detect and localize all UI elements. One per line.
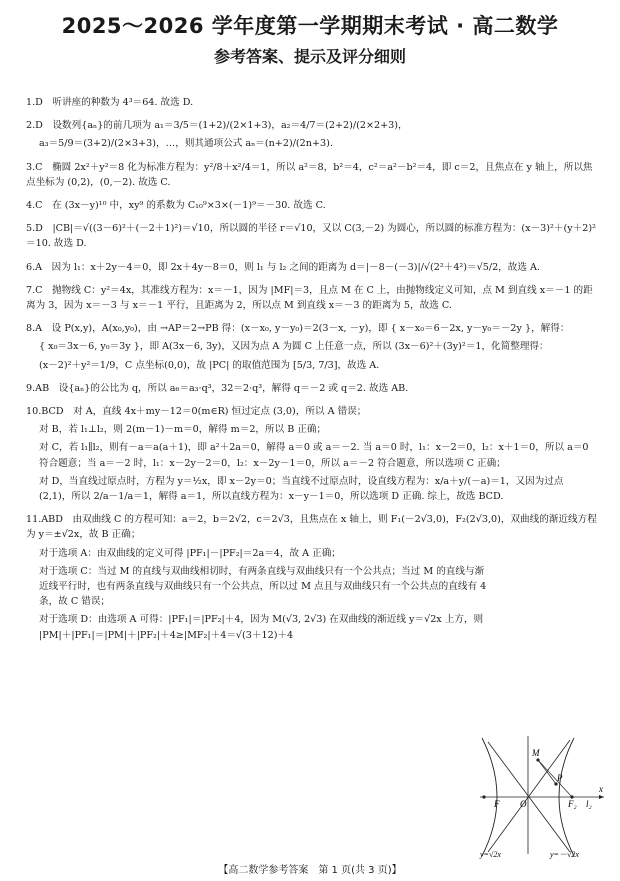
answer-11-c: 对于选项 C：当过 M 的直线与双曲线相切时，有两条直线与双曲线只有一个公共点；当过 M 的直线与渐近线平行时，也有两条直线与双曲线只有一个公共点，所以过 M 点且与双曲线只有一个公共点的直线有 4 条，故 C 错误； [39,565,487,608]
label-asymptote-negative: y=－√2x [550,850,579,859]
page-title: 2025～2026 学年度第一学期期末考试 · 高二数学 [61,14,559,38]
label-f2: F₂ [568,799,577,809]
answer-2-line-2: a₃＝5/9＝(3+2)/(2×3+3)，…，则其通项公式 aₙ＝(n+2)/(2n+3). [39,138,333,150]
hyperbola-figure [478,734,608,859]
answer-9: 9.AB 设{aₙ}的公比为 q，所以 a₆＝a₃·q³，32＝2·q³，解得 q＝－2 或 q＝2. 故选 AB. [26,382,409,394]
point-f1 [482,795,485,798]
answer-10-c: 对 C，若 l₁∥l₂，则有－a＝a(a＋1)，即 a²＋2a＝0，解得 a＝0 或 a＝－2. 当 a＝0 时，l₁：x－2＝0，l₂：x＋1＝0，所以 a＝0 符合题意；当 a＝－2 时，l₁：x－2y－2＝0，l₂：x－2y－1＝0，所以 a＝－2 符合题意，所以选项 C 正确； [39,442,589,469]
label-p: P [557,773,563,783]
answer-11-b: 对于选项 A：由双曲线的定义可得 |PF₁|－|PF₂|＝2a＝4，故 A 正确； [39,547,341,559]
point-m [536,758,539,761]
answer-8-line-2: { x₀＝3x－6, y₀＝3y }，即 A(3x－6, 3y)，又因为点 A 为圆 C 上任意一点，所以 (3x－6)²＋(3y)²＝1，化简整理得： [39,341,549,353]
answer-7: 7.C 抛物线 C：y²＝4x，其准线方程为：x＝－1，因为 |MF|＝3，且点 M 在 C 上，由抛物线定义可知，点 M 到直线 x＝－1 的距离为 3，因为 x＝－3 与 x＝－1 平行，且距离为 2，所以点 M 到直线 x＝－3 的距离为 5，故选 C. [26,284,593,312]
answer-10-a: 10.BCD 对 A，直线 4x＋my－12＝0(m∈R) 恒过定点 (3,0)，所以 A 错误； [26,406,367,418]
label-f-left: F [494,799,500,809]
x-axis-arrow-icon [599,795,604,799]
segment-mf2 [538,760,572,797]
answer-list [26,95,598,651]
answer-5: 5.D |CB|＝√((3－6)²＋(－2＋1)²)＝√10，所以圆的半径 r＝√10，又以 C(3,－2) 为圆心，所以圆的标准方程为：(x－3)²＋(y＋2)²＝10. 故选 D. [26,223,596,250]
answer-2-line-1: 2.D 设数列{aₙ}的前几项为 a₁＝3/5＝(1+2)/(2×1+3)，a₂＝4/7＝(2+2)/(2×2+3)， [26,120,408,132]
label-x-axis: x [599,784,603,794]
answer-11-d: 对于选项 D：由选项 A 可得：|PF₁|＝|PF₂|＋4，因为 M(√3, 2√3) 在双曲线的渐近线 y＝√2x 上方，则 |PM|＋|PF₁|＝|PM|＋|PF₂|＋4≥|MF₂|＋4＝√(3＋12)＋4 [39,614,484,641]
answer-10-b: 对 B，若 l₁⊥l₂，则 2(m－1)－m＝0，解得 m＝2，所以 B 正确； [39,424,327,436]
answer-8-line-3: (x－2)²＋y²＝1/9，C 点坐标(0,0)，故 |PC| 的取值范围为 [5/3, 7/3]，故选 A. [39,359,380,371]
answer-1: 1.D 听讲座的种数为 4³＝64. 故选 D. [26,97,194,108]
answer-11-a: 11.ABD 由双曲线 C 的方程可知：a＝2，b＝2√2，c＝2√3，且焦点在 x 轴上，则 F₁(－2√3,0)，F₂(2√3,0)，双曲线的渐近线方程为 y＝±√2x，故 B 正确； [26,514,597,541]
label-l2: l₂ [586,799,592,809]
answer-8-line-1: 8.A 设 P(x,y)，A(x₀,y₀)，由 →AP＝2→PB 得：(x－x₀, y－y₀)＝2(3－x, －y)，即 { x－x₀＝6－2x, y－y₀＝－2y }，解得： [26,323,570,335]
answer-3: 3.C 椭圆 2x²＋y²＝8 化为标准方程为：y²/8＋x²/4＝1，所以 a²＝8，b²＝4，c²＝a²－b²＝4，即 c＝2，且焦点在 y 轴上，所以焦点坐标为 (0,2)，(0,－2). 故选 C. [26,161,593,188]
page-footer: 【高二数学参考答案 第 1 页(共 3 页)】 [218,865,402,876]
label-origin: O [520,799,527,809]
label-m: M [532,748,540,758]
answer-10-d: 对 D，当直线过原点时，方程为 y＝½x，即 x－2y＝0；当直线不过原点时，设直线方程为：x/a＋y/(－a)＝1，又因为过点 (2,1)，所以 2/a－1/a＝1，解得 a＝1，所以直线方程为：x－y－1＝0，所以选项 D 正确. 综上，故选 BCD. [39,475,564,503]
answer-6: 6.A 因为 l₁：x＋2y－4＝0，即 2x＋4y－8＝0，则 l₁ 与 l₂ 之间的距离为 d＝|－8－(－3)|/√(2²＋4²)＝√5/2，故选 A. [26,261,540,273]
answer-4: 4.C 在 (3x－y)¹⁰ 中，xy⁹ 的系数为 C₁₀⁹×3×(－1)⁹＝－30. 故选 C. [26,200,326,212]
page-subtitle: 参考答案、提示及评分细则 [213,47,406,66]
label-asymptote-positive: y=√2x [480,850,501,859]
